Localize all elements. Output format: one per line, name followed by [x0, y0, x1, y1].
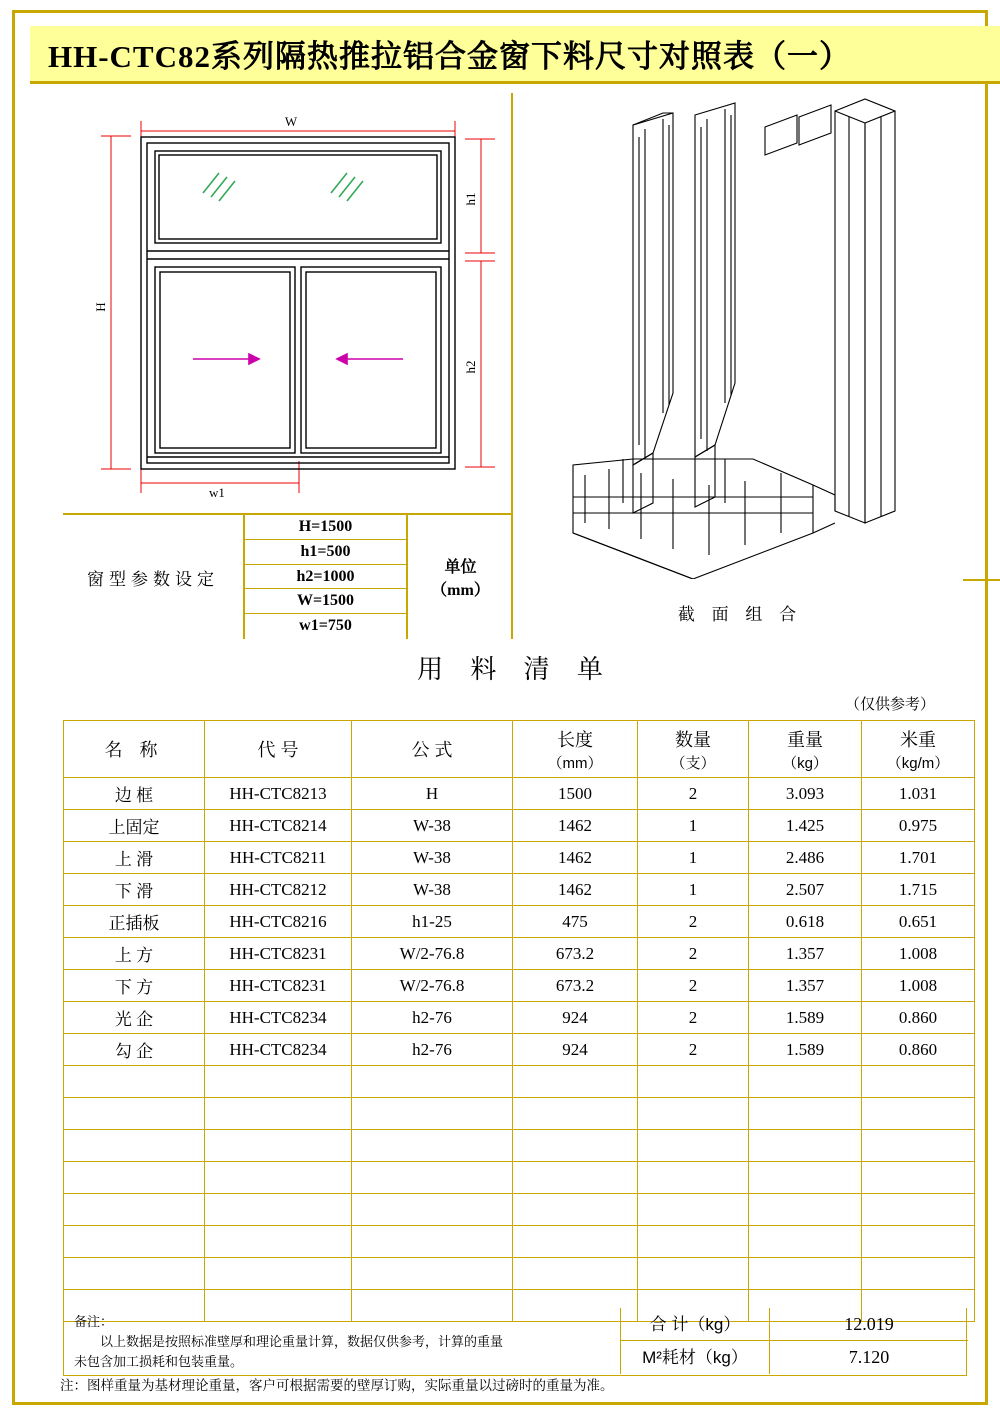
cell-code: HH-CTC8214	[205, 810, 352, 842]
cell-empty	[205, 1162, 352, 1194]
cell-empty	[64, 1226, 205, 1258]
footer-note-line2: 未包含加工损耗和包装重量。	[74, 1354, 244, 1370]
cell-code: HH-CTC8234	[205, 1034, 352, 1066]
document-page	[12, 10, 988, 1405]
dim-label-w1: w1	[209, 485, 225, 500]
header-mw-text: 米重	[900, 729, 936, 750]
cell-name: 下 方	[64, 970, 205, 1002]
cell-mw: 0.860	[862, 1002, 975, 1034]
cell-weight: 2.486	[749, 842, 862, 874]
cell-name: 下 滑	[64, 874, 205, 906]
cell-mw: 1.715	[862, 874, 975, 906]
cell-name: 正插板	[64, 906, 205, 938]
cell-empty	[862, 1162, 975, 1194]
bottom-note: 注：图样重量为基材理论重量，客户可根据需要的壁厚订购，实际重量以过磅时的重量为准。	[60, 1378, 614, 1393]
cell-empty	[513, 1066, 638, 1098]
cell-code: HH-CTC8211	[205, 842, 352, 874]
header-weight	[749, 721, 862, 778]
cell-qty: 1	[638, 874, 749, 906]
cell-mw: 1.701	[862, 842, 975, 874]
footer-note	[74, 1312, 614, 1372]
table-row-empty	[64, 1098, 975, 1130]
dim-label-W: W	[284, 114, 298, 129]
table-row	[64, 1034, 975, 1066]
cell-qty: 2	[638, 906, 749, 938]
cell-empty	[638, 1258, 749, 1290]
table-row	[64, 1002, 975, 1034]
cell-empty	[513, 1258, 638, 1290]
header-name: 名 称	[64, 721, 205, 778]
header-formula: 公 式	[352, 721, 513, 778]
parameter-table	[63, 513, 513, 639]
cell-length: 924	[513, 1002, 638, 1034]
section-divider	[963, 579, 1000, 581]
cell-empty	[638, 1066, 749, 1098]
per-sqm-value: 7.120	[848, 1347, 890, 1367]
cell-empty	[638, 1194, 749, 1226]
header-meter-weight	[862, 721, 975, 778]
cell-empty	[352, 1130, 513, 1162]
cell-empty	[749, 1194, 862, 1226]
cell-empty	[862, 1258, 975, 1290]
cell-length: 673.2	[513, 970, 638, 1002]
header-qty-unit: （支）	[670, 754, 716, 772]
cell-qty: 2	[638, 1034, 749, 1066]
cell-formula: h2-76	[352, 1002, 513, 1034]
cell-empty	[64, 1162, 205, 1194]
cell-empty	[862, 1098, 975, 1130]
cell-formula: W-38	[352, 842, 513, 874]
material-list-table	[63, 720, 975, 1322]
cell-empty	[749, 1226, 862, 1258]
cell-name: 勾 企	[64, 1034, 205, 1066]
cell-empty	[513, 1098, 638, 1130]
cell-length: 475	[513, 906, 638, 938]
table-row	[64, 906, 975, 938]
table-body	[64, 778, 975, 1322]
cell-empty	[205, 1226, 352, 1258]
param-h1: h1=500	[245, 540, 406, 565]
table-row	[64, 938, 975, 970]
cell-empty	[205, 1130, 352, 1162]
cell-weight: 1.357	[749, 970, 862, 1002]
cell-empty	[352, 1098, 513, 1130]
cell-empty	[862, 1130, 975, 1162]
header-qty-text: 数量	[675, 729, 711, 750]
cell-formula: W-38	[352, 874, 513, 906]
footer-note-label: 备注：	[74, 1314, 114, 1329]
cell-code: HH-CTC8231	[205, 970, 352, 1002]
cell-code: HH-CTC8231	[205, 938, 352, 970]
unit-label: 单位	[444, 559, 477, 576]
cell-empty	[513, 1194, 638, 1226]
cell-code: HH-CTC8213	[205, 778, 352, 810]
header-weight-text: 重量	[787, 729, 823, 750]
cell-empty	[205, 1066, 352, 1098]
total-label: 合 计（kg）	[620, 1308, 770, 1341]
cell-empty	[638, 1130, 749, 1162]
cell-formula: h1-25	[352, 906, 513, 938]
cell-formula: W/2-76.8	[352, 970, 513, 1002]
cell-length: 1462	[513, 810, 638, 842]
cell-qty: 2	[638, 1002, 749, 1034]
param-W: W=1500	[245, 589, 406, 614]
cell-empty	[352, 1194, 513, 1226]
table-header-row	[64, 721, 975, 778]
parameter-unit	[408, 515, 513, 639]
title-bar	[30, 26, 1000, 84]
table-row-empty	[64, 1162, 975, 1194]
cell-name: 上 滑	[64, 842, 205, 874]
cell-empty	[205, 1258, 352, 1290]
cell-empty	[64, 1130, 205, 1162]
cell-name: 上固定	[64, 810, 205, 842]
cell-empty	[64, 1258, 205, 1290]
cell-empty	[64, 1066, 205, 1098]
cell-weight: 2.507	[749, 874, 862, 906]
cell-length: 673.2	[513, 938, 638, 970]
cell-empty	[749, 1258, 862, 1290]
cell-name: 光 企	[64, 1002, 205, 1034]
footer-block	[63, 1308, 967, 1376]
cell-empty	[749, 1066, 862, 1098]
header-qty	[638, 721, 749, 778]
cell-length: 1500	[513, 778, 638, 810]
cell-qty: 2	[638, 938, 749, 970]
unit-value: （mm）	[431, 582, 490, 599]
table-row-empty	[64, 1194, 975, 1226]
reference-note: （仅供参考）	[844, 696, 935, 713]
page-title: HH-CTC82系列隔热推拉铝合金窗下料尺寸对照表（一）	[48, 39, 851, 74]
dim-label-H: H	[93, 302, 108, 312]
section-panel	[513, 93, 967, 639]
cell-code: HH-CTC8234	[205, 1002, 352, 1034]
cell-weight: 0.618	[749, 906, 862, 938]
per-sqm-label: M²耗材（kg）	[620, 1341, 770, 1374]
cell-formula: h2-76	[352, 1034, 513, 1066]
cell-empty	[749, 1162, 862, 1194]
table-row	[64, 970, 975, 1002]
cell-empty	[352, 1066, 513, 1098]
cell-weight: 1.589	[749, 1002, 862, 1034]
param-h2: h2=1000	[245, 565, 406, 590]
table-row-empty	[64, 1066, 975, 1098]
cell-mw: 0.860	[862, 1034, 975, 1066]
cell-empty	[638, 1162, 749, 1194]
cell-mw: 1.008	[862, 938, 975, 970]
header-length-unit: （mm）	[547, 754, 603, 772]
param-w1: w1=750	[299, 617, 352, 635]
cell-empty	[205, 1098, 352, 1130]
header-code: 代 号	[205, 721, 352, 778]
cell-empty	[862, 1194, 975, 1226]
cell-qty: 1	[638, 810, 749, 842]
elevation-panel	[63, 93, 513, 639]
cell-weight: 1.425	[749, 810, 862, 842]
table-row	[64, 810, 975, 842]
material-list-title: 用 料 清 单	[417, 654, 613, 684]
dim-label-h2: h2	[463, 360, 478, 374]
cell-weight: 3.093	[749, 778, 862, 810]
header-length-text: 长度	[557, 729, 593, 750]
drawing-area	[63, 93, 967, 639]
cell-qty: 2	[638, 970, 749, 1002]
section-caption: 截 面 组 合	[677, 605, 803, 624]
table-row-empty	[64, 1130, 975, 1162]
cell-name: 上 方	[64, 938, 205, 970]
cell-empty	[352, 1258, 513, 1290]
cell-empty	[205, 1194, 352, 1226]
cell-qty: 1	[638, 842, 749, 874]
cell-formula: W-38	[352, 810, 513, 842]
cell-empty	[638, 1098, 749, 1130]
cell-code: HH-CTC8212	[205, 874, 352, 906]
totals-block	[620, 1308, 968, 1374]
window-elevation-drawing	[83, 101, 503, 511]
cell-mw: 0.975	[862, 810, 975, 842]
cell-length: 1462	[513, 842, 638, 874]
table-row-empty	[64, 1226, 975, 1258]
cell-empty	[513, 1226, 638, 1258]
table-row	[64, 778, 975, 810]
table-row	[64, 842, 975, 874]
cell-empty	[352, 1226, 513, 1258]
cell-name: 边 框	[64, 778, 205, 810]
cell-weight: 1.589	[749, 1034, 862, 1066]
param-H: H=1500	[245, 515, 406, 540]
footer-note-line1: 以上数据是按照标准壁厚和理论重量计算，数据仅供参考，计算的重量	[100, 1334, 504, 1350]
cell-empty	[638, 1226, 749, 1258]
cell-formula: H	[352, 778, 513, 810]
cell-formula: W/2-76.8	[352, 938, 513, 970]
parameter-values	[243, 515, 408, 639]
cell-length: 1462	[513, 874, 638, 906]
header-mw-unit: （kg/m）	[886, 754, 950, 772]
cell-length: 924	[513, 1034, 638, 1066]
cell-empty	[862, 1066, 975, 1098]
per-sqm-row	[620, 1341, 968, 1374]
cell-qty: 2	[638, 778, 749, 810]
dim-label-h1: h1	[463, 192, 478, 206]
cell-weight: 1.357	[749, 938, 862, 970]
header-weight-unit: （kg）	[782, 754, 828, 772]
cell-empty	[513, 1130, 638, 1162]
table-row-empty	[64, 1258, 975, 1290]
cell-empty	[862, 1226, 975, 1258]
parameter-table-label: 窗型参数设定	[87, 569, 219, 589]
cell-empty	[352, 1162, 513, 1194]
cell-empty	[749, 1098, 862, 1130]
total-value: 12.019	[844, 1313, 894, 1334]
cell-empty	[513, 1162, 638, 1194]
header-length	[513, 721, 638, 778]
cell-empty	[64, 1098, 205, 1130]
cell-code: HH-CTC8216	[205, 906, 352, 938]
table-row	[64, 874, 975, 906]
cell-mw: 1.031	[862, 778, 975, 810]
cell-mw: 1.008	[862, 970, 975, 1002]
cell-mw: 0.651	[862, 906, 975, 938]
profile-section-drawing	[513, 93, 965, 579]
cell-empty	[749, 1130, 862, 1162]
cell-empty	[64, 1194, 205, 1226]
total-row	[620, 1308, 968, 1341]
